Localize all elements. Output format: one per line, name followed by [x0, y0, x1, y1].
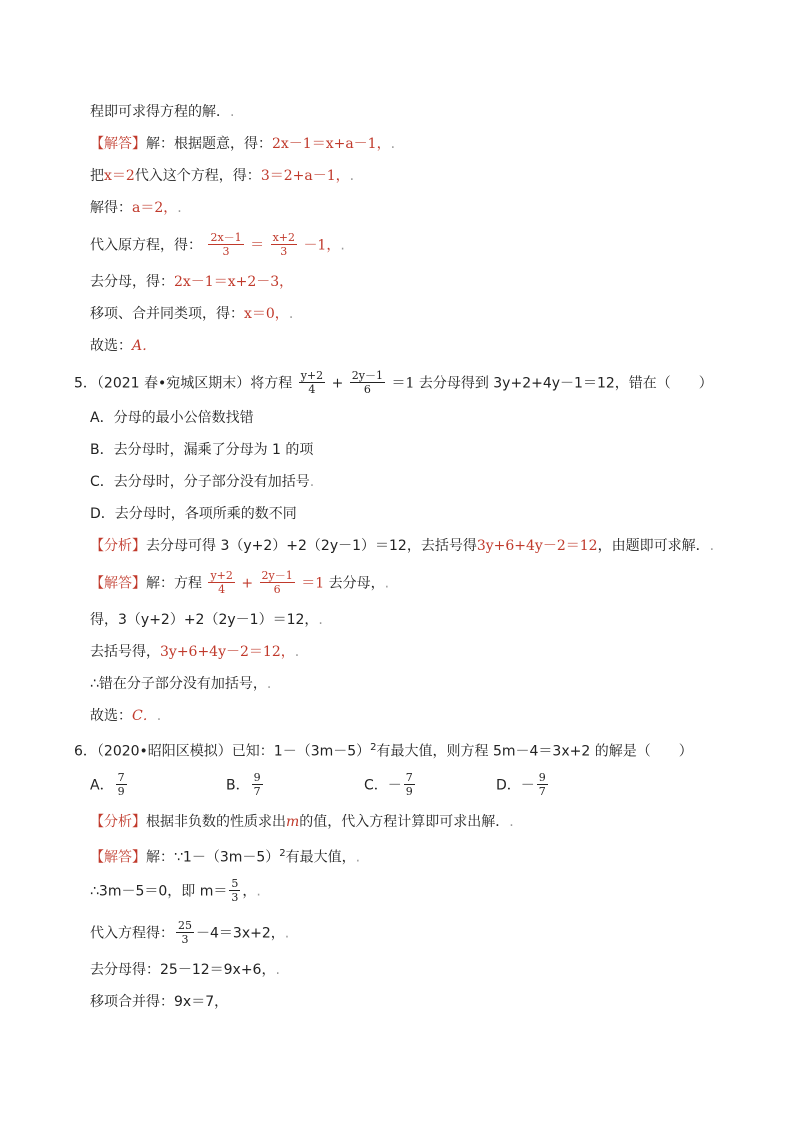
- q5-option-c: C．去分母时，分子部分没有加括号.: [90, 474, 315, 490]
- fraction: $\frac{25}{3}$: [178, 919, 192, 946]
- q6-answer-line-3: 代入方程得： $\frac{25}{3}$ －4＝3x+2，.: [90, 919, 290, 946]
- q5-analysis: 【分析】去分母可得 3（y+2）+2（2y－1）＝12，去括号得3y+6+4y－2＝12，由题即可求解．.: [90, 538, 715, 554]
- fraction: $\frac{9}{7}$: [253, 771, 261, 798]
- answer-line-2: 把x＝2代入这个方程，得：3＝2+a－1，.: [90, 168, 355, 184]
- q5-answer-line-4: ∴错在分子部分没有加括号，.: [90, 676, 272, 692]
- fraction: $\frac{2x-1}{3}$: [210, 231, 242, 258]
- answer-line-7: 故选：A．: [90, 338, 157, 354]
- answer-line-6: 移项、合并同类项，得：x＝0，.: [90, 306, 294, 322]
- q5-option-a: A．分母的最小公倍数找错: [90, 410, 254, 426]
- fraction: $\frac{5}{3}$: [231, 877, 239, 904]
- q6-option-d: D．－ $\frac{9}{7}$: [496, 771, 546, 798]
- fraction: $\frac{y+2}{4}$: [300, 369, 324, 396]
- fraction: $\frac{y+2}{4}$: [210, 569, 233, 596]
- q6-answer-line-5: 移项合并得：9x＝7，: [90, 994, 229, 1010]
- question-5-stem: 5．（2021 春•宛城区期末）将方程 $\frac{y+2}{4}$ + $\frac{2y-1}{6}$ ＝1 去分母得到 3y+2+4y－1＝12，错在（ ）: [74, 369, 713, 396]
- q5-option-d: D．去分母时，各项所乘的数不同: [90, 506, 297, 522]
- q5-answer-line-3: 去括号得，3y+6+4y－2＝12，.: [90, 644, 300, 660]
- answer-line-4: 代入原方程，得： $\frac{2x-1}{3}$ ＝ $\frac{x+2}{3}$ －1，.: [90, 231, 345, 258]
- solution-continuation: 程即可求得方程的解．.: [90, 104, 235, 120]
- fraction: $\frac{2y-1}{6}$: [261, 569, 293, 596]
- q6-answer-line-1: 【解答】解：$\because 1-(3m-5)^2$有最大值，.: [90, 848, 361, 866]
- q6-option-c: C．－ $\frac{7}{9}$: [364, 771, 413, 798]
- q5-option-b: B．去分母时，漏乘了分母为 1 的项: [90, 442, 314, 458]
- fraction: $\frac{x+2}{3}$: [272, 231, 295, 258]
- fraction: $\frac{2y-1}{6}$: [351, 369, 383, 396]
- fraction: $\frac{9}{7}$: [538, 771, 546, 798]
- q5-answer-line-2: 得，3（y+2）+2（2y－1）＝12，.: [90, 612, 323, 628]
- question-6-stem: 6．（2020•昭阳区模拟）已知：$1-(3m-5)^2$有最大值，则方程 5m－4＝3x+2 的解是（ ）: [74, 742, 693, 760]
- q6-option-a: A． $\frac{7}{9}$: [90, 771, 125, 798]
- answer-line-3: 解得：a＝2，.: [90, 200, 182, 216]
- answer-line-5: 去分母，得：2x－1＝x+2－3，: [90, 274, 294, 290]
- q6-analysis: 【分析】根据非负数的性质求出m的值，代入方程计算即可求出解．.: [90, 814, 514, 830]
- q6-answer-line-4: 去分母得：25－12＝9x+6，.: [90, 962, 280, 978]
- q6-option-b: B． $\frac{9}{7}$: [226, 771, 261, 798]
- fraction: $\frac{7}{9}$: [405, 771, 413, 798]
- q5-answer-line-5: 故选：C．.: [90, 708, 162, 724]
- answer-line-1: 【解答】解：根据题意，得：2x－1＝x+a－1，.: [90, 136, 396, 152]
- fraction: $\frac{7}{9}$: [117, 771, 125, 798]
- q5-answer-line-1: 【解答】解：方程 $\frac{y+2}{4}$ + $\frac{2y-1}{6}$ ＝1 去分母，.: [90, 569, 390, 596]
- q6-answer-line-2: ∴3m－5＝0，即 m＝ $\frac{5}{3}$ ，.: [90, 877, 261, 904]
